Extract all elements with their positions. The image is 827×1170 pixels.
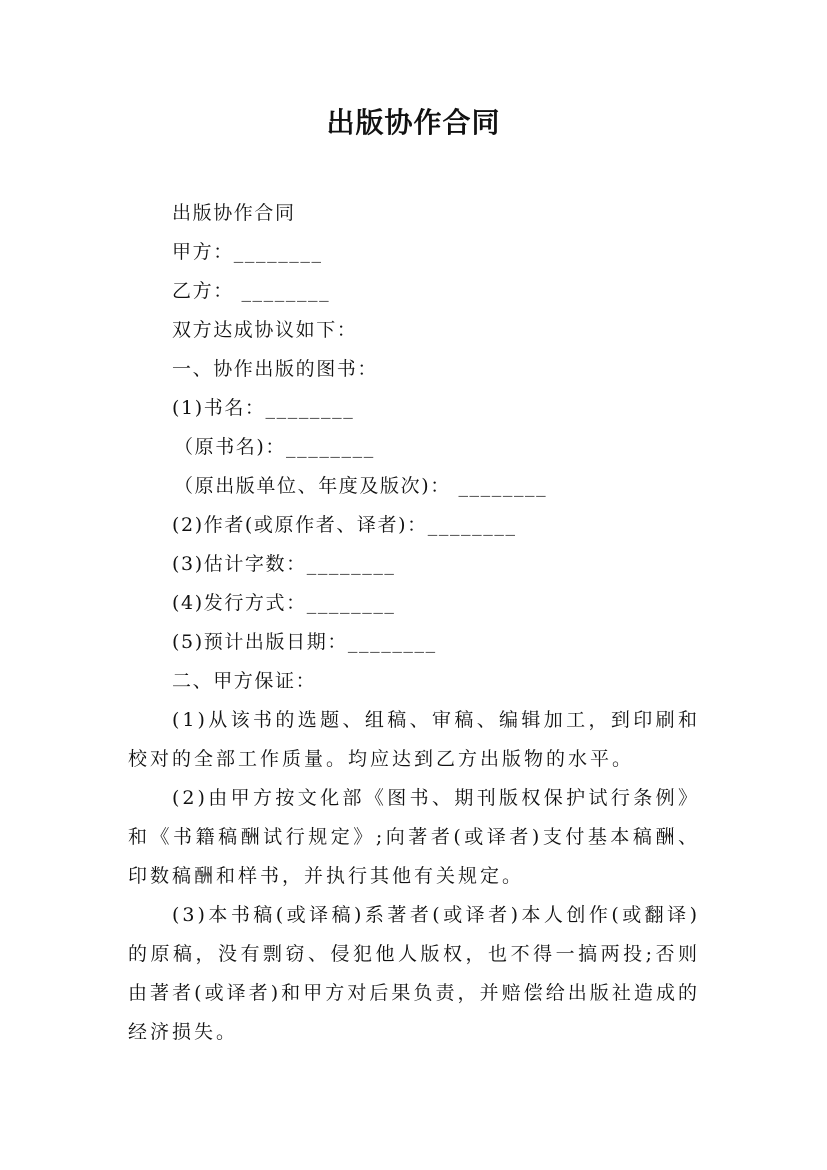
distribution-method-line: (4)发行方式：________ [172,592,396,614]
word-count-line: (3)估计字数：________ [172,553,396,575]
party-b-line: 乙方： ________ [172,280,331,302]
document-body [128,194,700,1052]
publish-date-line: (5)预计出版日期：________ [172,631,437,653]
agreement-intro-line: 双方达成协议如下： [172,319,358,341]
section-one-heading: 一、协作出版的图书： [172,358,379,380]
original-publisher-line: （原出版单位、年度及版次)： ________ [174,475,548,497]
original-title-line: （原书名)：________ [174,436,375,458]
party-a-line: 甲方：________ [172,241,323,263]
author-line: (2)作者(或原作者、译者)：________ [172,514,517,536]
document-title: 出版协作合同 [326,106,501,139]
book-title-line: (1)书名：________ [172,397,355,419]
contract-heading-line: 出版协作合同 [172,202,296,224]
section-two-heading: 二、甲方保证： [172,670,317,692]
guarantee-paragraph-3: (3)本书稿(或译稿)系著者(或译者)本人创作(或翻译)的原稿，没有剽窃、侵犯他人版权，也不得一搞两投;否则由著者(或译者)和甲方对后果负责，并赔偿给出版社造成的经济损失。 [128,904,700,1043]
guarantee-paragraph-2: (2)由甲方按文化部《图书、期刊版权保护试行条例》和《书籍稿酬试行规定》;向著者(或译者)支付基本稿酬、印数稿酬和样书，并执行其他有关规定。 [128,787,700,887]
guarantee-paragraph-1: (1)从该书的选题、组稿、审稿、编辑加工，到印刷和校对的全部工作质量。均应达到乙方出版物的水平。 [128,709,700,770]
